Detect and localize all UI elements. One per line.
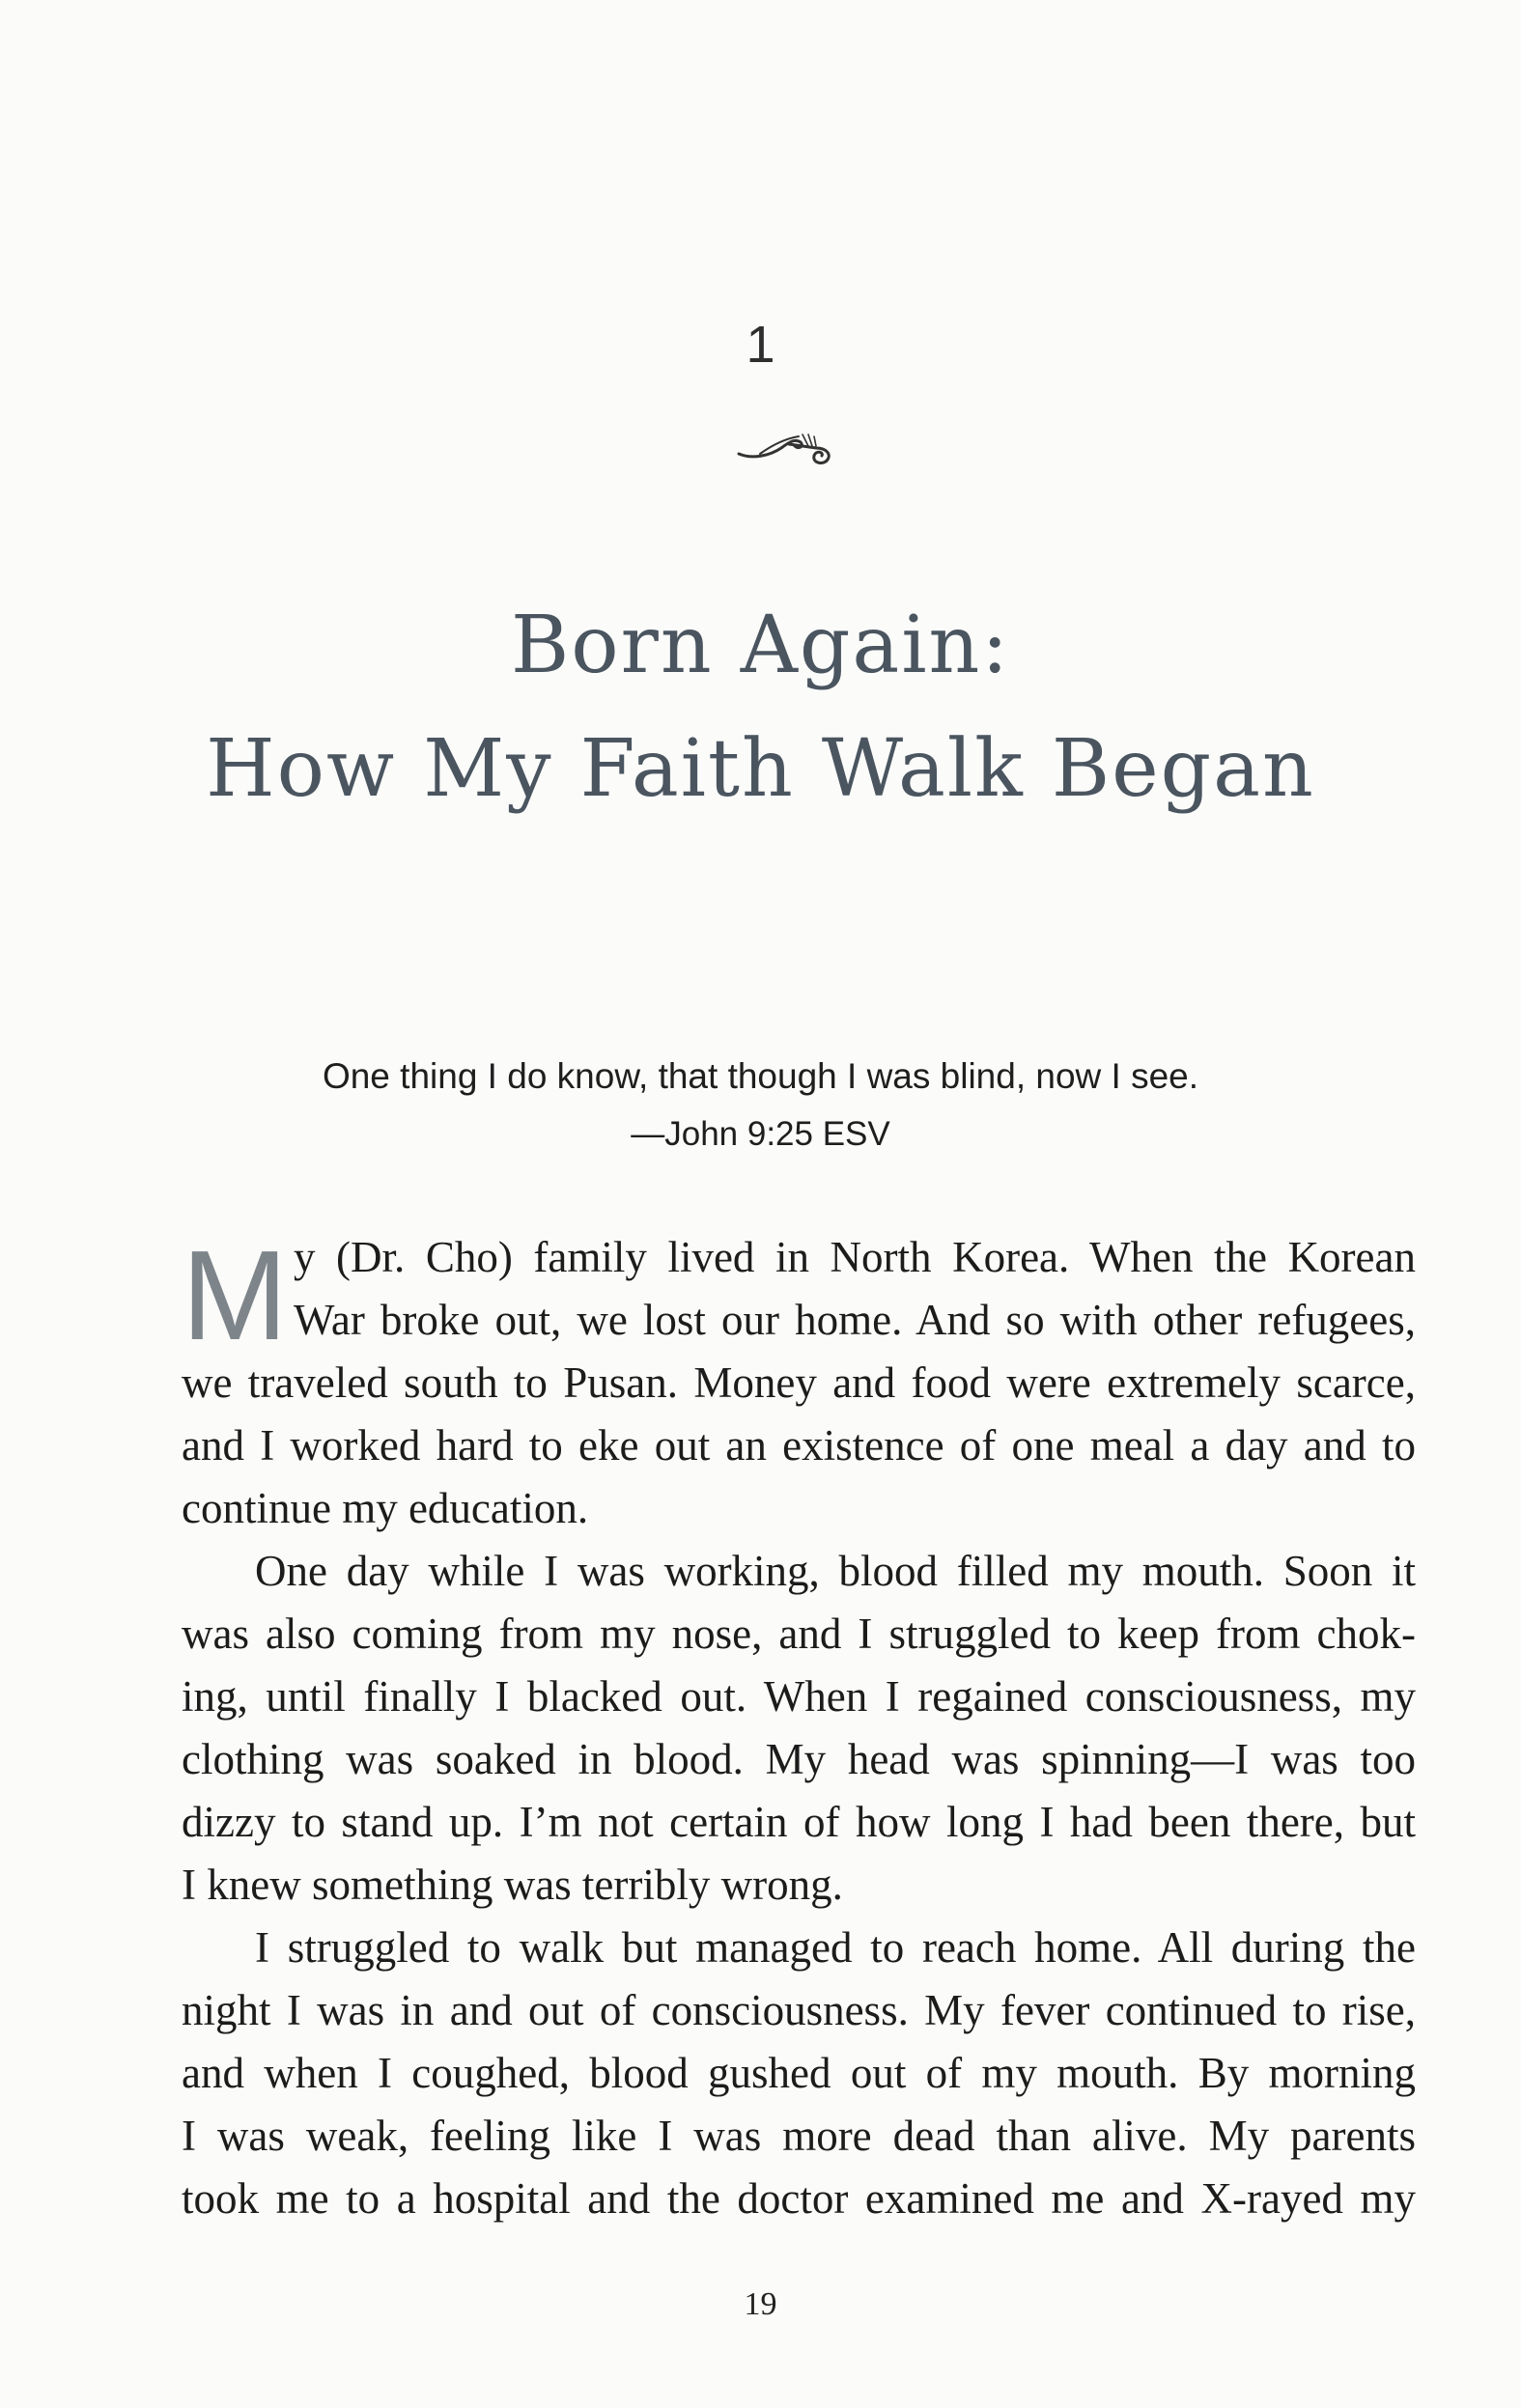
epigraph-quote: One thing I do know, that though I was blind, now I see.: [322, 1056, 1199, 1096]
text-line: and I worked hard to eke out an existence of one meal a day and to: [182, 1421, 1416, 1470]
text-line: took me to a hospital and the doctor examined me and X-rayed my: [182, 2174, 1416, 2223]
text-line: night I was in and out of consciousness. My fever continued to rise,: [182, 1986, 1416, 2034]
text-line: One day while I was working, blood filled my mouth. Soon it: [255, 1547, 1416, 1595]
chapter-number: 1: [746, 316, 775, 374]
text-line: War broke out, we lost our home. And so with other refugees,: [294, 1296, 1416, 1344]
drop-cap: M: [182, 1224, 288, 1366]
text-line: we traveled south to Pusan. Money and food were extremely scarce,: [182, 1358, 1416, 1407]
epigraph-reference: —John 9:25 ESV: [631, 1115, 890, 1153]
flourish-ornament-icon: [731, 425, 847, 467]
chapter-title: [0, 584, 1521, 831]
chapter-title-line-1: Born Again:: [511, 600, 1010, 691]
epigraph: [0, 1045, 1521, 1161]
text-line: was also coming from my nose, and I struggled to keep from chok-: [182, 1610, 1416, 1658]
text-line: continue my education.: [182, 1484, 589, 1532]
text-line: y (Dr. Cho) family lived in North Korea. When the Korean: [294, 1233, 1416, 1281]
text-line: ing, until finally I blacked out. When I regained consciousness, my: [182, 1672, 1416, 1721]
text-line: I knew something was terribly wrong.: [182, 1861, 843, 1909]
chapter-title-line-2: How My Faith Walk Began: [206, 723, 1315, 815]
body-text: [182, 1226, 1416, 2230]
text-line: I was weak, feeling like I was more dead than alive. My parents: [182, 2112, 1416, 2160]
text-line: clothing was soaked in blood. My head was spinning—I was too: [182, 1735, 1416, 1783]
text-line: I struggled to walk but managed to reach home. All during the: [255, 1923, 1416, 1972]
page-number: 19: [744, 2286, 777, 2322]
text-line: and when I coughed, blood gushed out of my mouth. By morning: [182, 2049, 1416, 2097]
text-line: dizzy to stand up. I’m not certain of how long I had been there, but: [182, 1798, 1416, 1846]
